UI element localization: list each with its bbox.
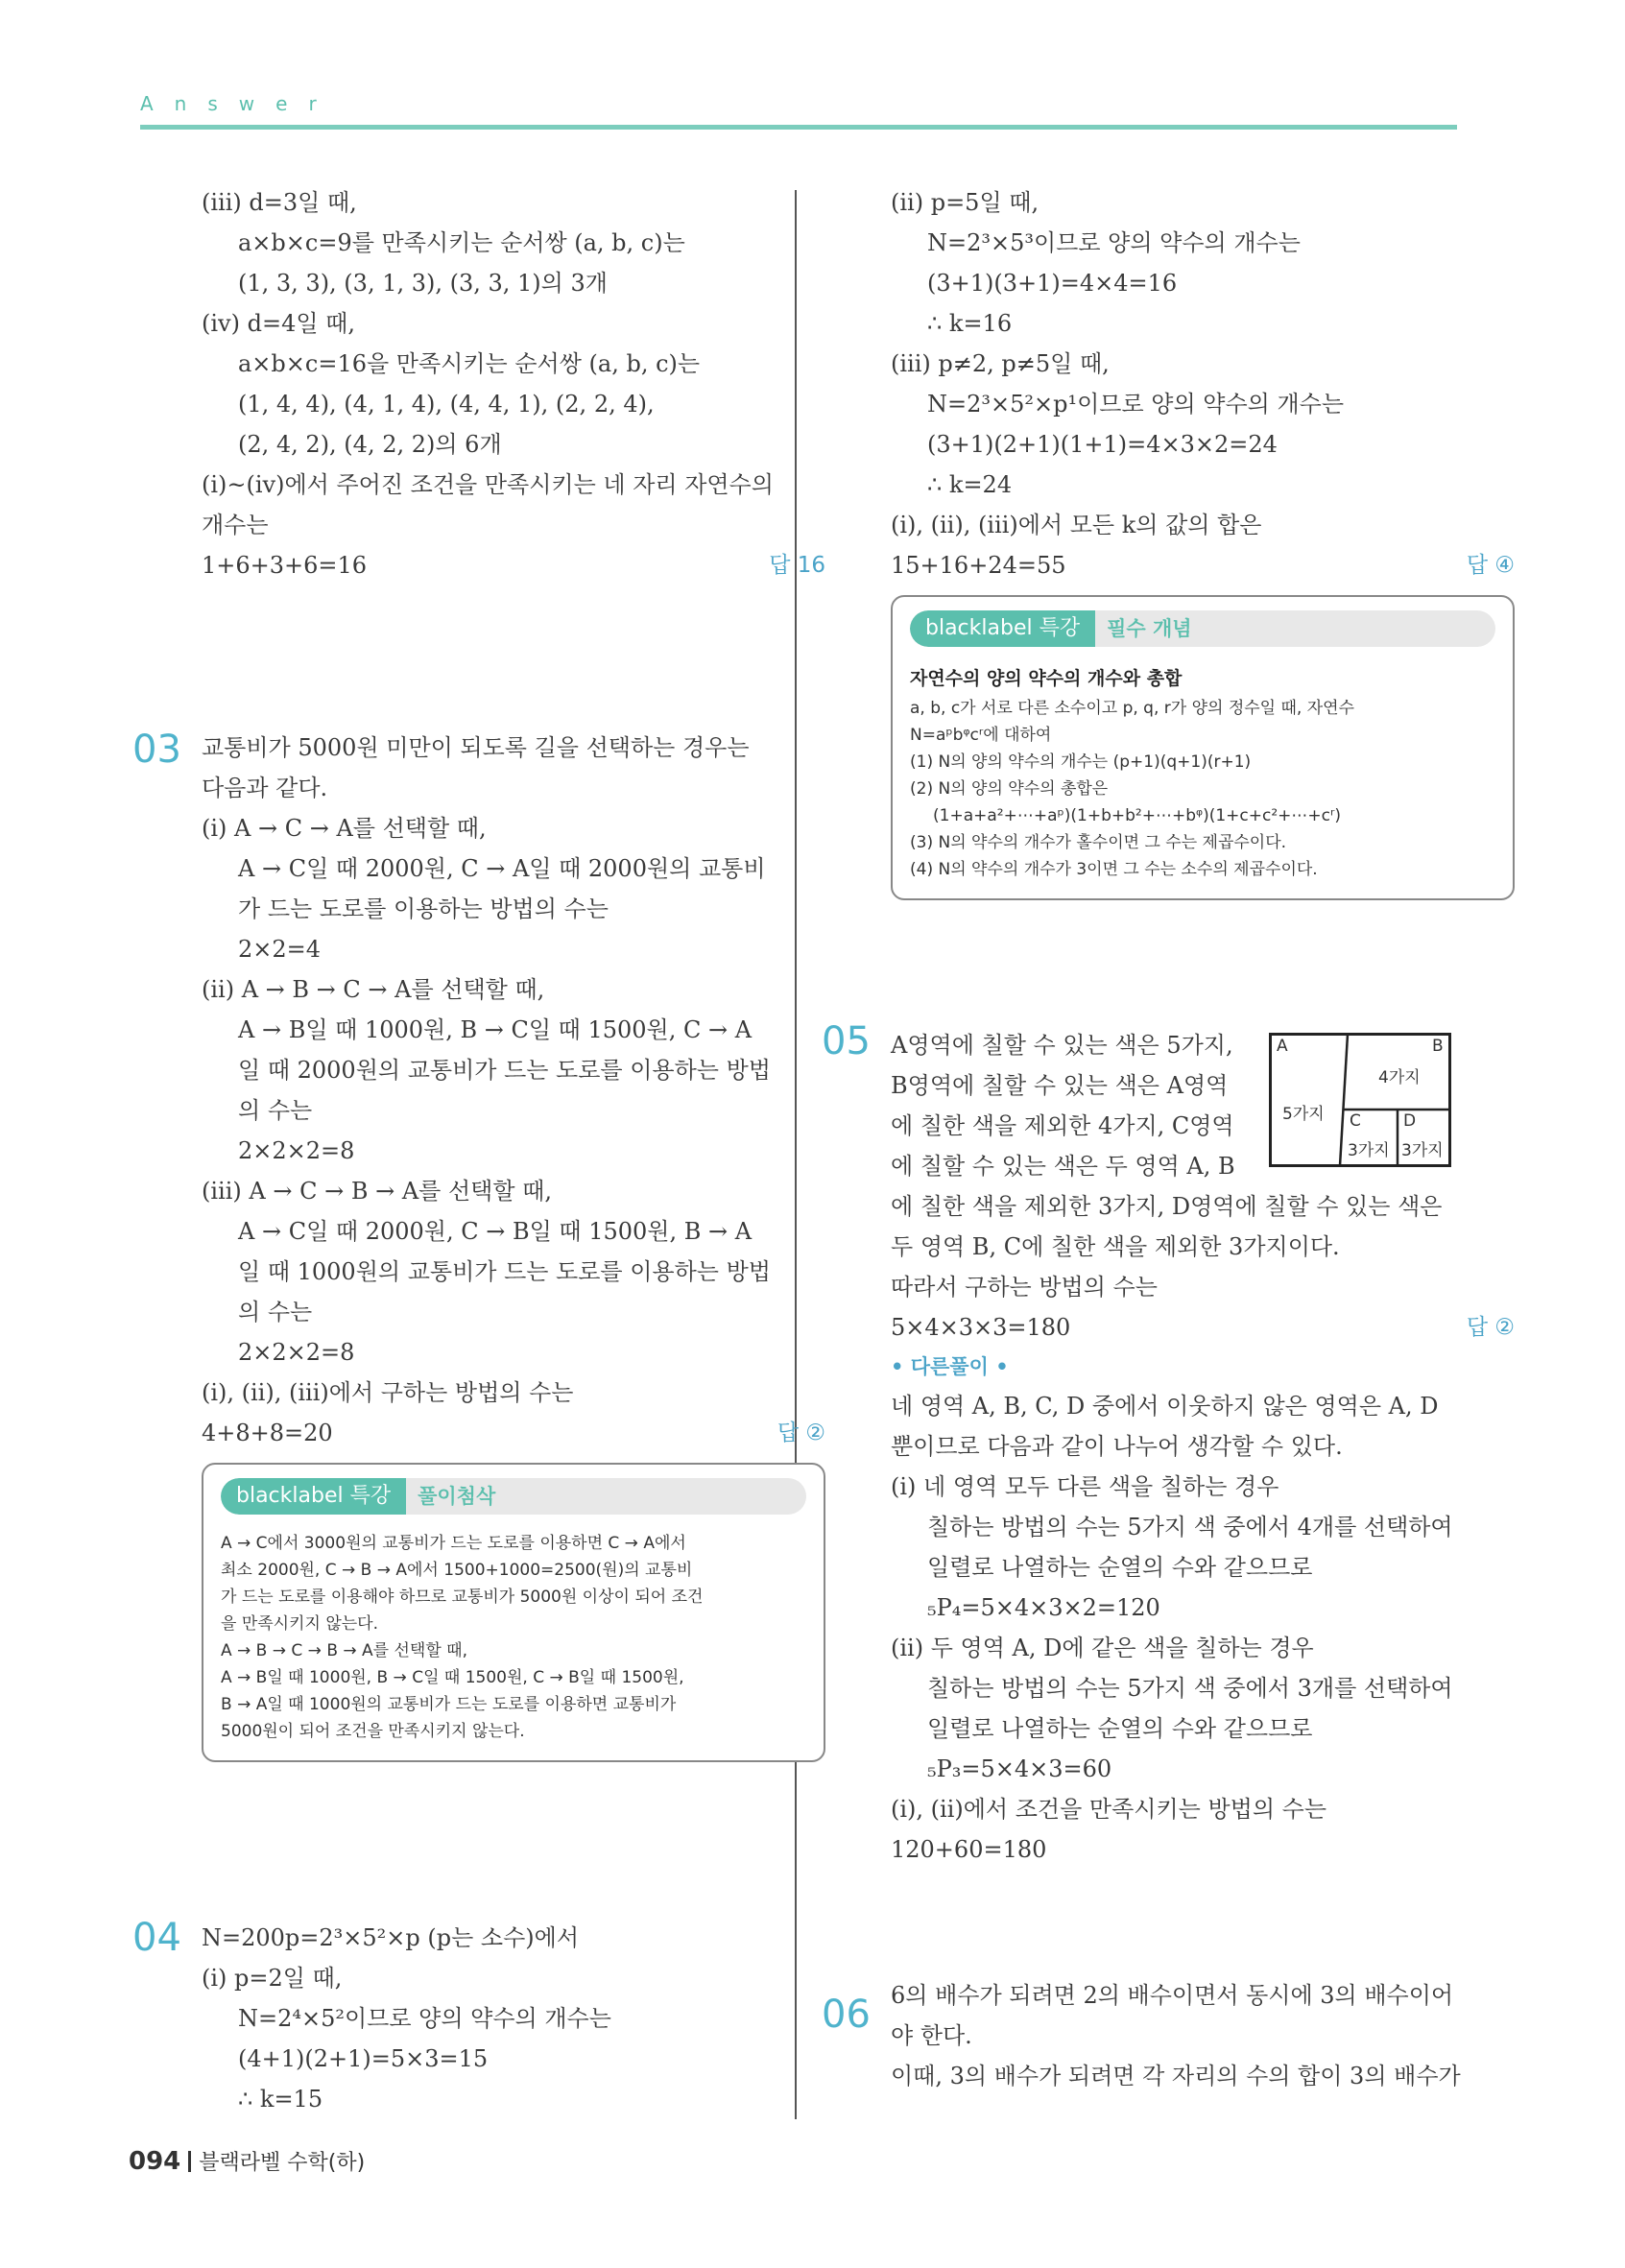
text-line: (3+1)(3+1)=4×4=16 xyxy=(927,270,1178,297)
region-label-c: C xyxy=(1350,1111,1361,1131)
left-column xyxy=(202,182,825,2119)
region-a-count: 5가지 xyxy=(1282,1105,1325,1124)
text-line: 2×2×2=8 xyxy=(238,1339,355,1366)
text-line: 이때, 3의 배수가 되려면 각 자리의 수의 합이 3의 배수가 xyxy=(891,2063,1461,2089)
text-line: 의 수는 xyxy=(238,1299,313,1325)
text-line: (ⅰ) p=2일 때, xyxy=(202,1965,343,1992)
box-tab-subtitle: 풀이첨삭 xyxy=(418,1485,496,1508)
box-line: A → B일 때 1000원, B → C일 때 1500원, C → B일 때 1500원, xyxy=(221,1668,684,1687)
text-line: 따라서 구하는 방법의 수는 xyxy=(891,1274,1158,1301)
box-line: A → B → C → B → A를 선택할 때, xyxy=(221,1641,467,1660)
text-line: 2×2=4 xyxy=(238,936,322,963)
text-line: 에 칠할 수 있는 색은 두 영역 A, B xyxy=(891,1153,1235,1180)
text-line: 6의 배수가 되려면 2의 배수이면서 동시에 3의 배수이어 xyxy=(891,1982,1454,2009)
text-line: A영역에 칠할 수 있는 색은 5가지, xyxy=(891,1032,1233,1059)
text-line: 네 영역 A, B, C, D 중에서 이웃하지 않은 영역은 A, D xyxy=(891,1393,1439,1420)
text-line: N=200p=2³×5²×p (p는 소수)에서 xyxy=(202,1924,580,1951)
text-line: (ⅲ) d=3일 때, xyxy=(202,189,357,216)
text-line: ∴ k=16 xyxy=(927,310,1013,337)
text-line: 칠하는 방법의 수는 5가지 색 중에서 3개를 선택하여 xyxy=(927,1675,1453,1702)
box-tab xyxy=(910,610,1495,647)
result-expression: 5×4×3×3=180 xyxy=(891,1314,1071,1341)
text-line: A → C일 때 2000원, C → B일 때 1500원, B → A xyxy=(238,1218,753,1245)
box-line: 가 드는 도로를 이용해야 하므로 교통비가 5000원 이상이 되어 조건 xyxy=(221,1588,704,1607)
text-line: ₅P₄=5×4×3×2=120 xyxy=(927,1594,1160,1621)
text-line: 뿐이므로 다음과 같이 나누어 생각할 수 있다. xyxy=(891,1433,1343,1460)
text-line: N=2³×5²×p¹이므로 양의 약수의 개수는 xyxy=(927,391,1345,418)
alternative-solution-label: • 다른풀이 • xyxy=(891,1355,1009,1378)
box-line: N=aᵖbᵠcʳ에 대하여 xyxy=(910,726,1052,745)
text-line: 교통비가 5000원 미만이 되도록 길을 선택하는 경우는 xyxy=(202,734,750,761)
text-line: 120+60=180 xyxy=(891,1836,1047,1863)
footer-divider xyxy=(188,2151,191,2172)
text-line: 일 때 2000원의 교통비가 드는 도로를 이용하는 방법 xyxy=(238,1057,771,1084)
text-line: (ⅰ) 네 영역 모두 다른 색을 칠하는 경우 xyxy=(891,1473,1279,1500)
text-line: (ⅰ), (ⅱ)에서 조건을 만족시키는 방법의 수는 xyxy=(891,1796,1327,1823)
box-line: (2) N의 양의 약수의 총합은 xyxy=(910,779,1109,799)
box-line: 을 만족시키지 않는다. xyxy=(221,1614,379,1634)
box-line: (4) N의 약수의 개수가 3이면 그 수는 소수의 제곱수이다. xyxy=(910,860,1318,879)
text-line: B영역에 칠할 수 있는 색은 A영역 xyxy=(891,1072,1229,1099)
text-line: a×b×c=16을 만족시키는 순서쌍 (a, b, c)는 xyxy=(238,350,701,377)
text-line: N=2³×5³이므로 양의 약수의 개수는 xyxy=(927,229,1301,256)
region-d-count: 3가지 xyxy=(1401,1141,1444,1160)
text-line: 일 때 1000원의 교통비가 드는 도로를 이용하는 방법 xyxy=(238,1258,771,1285)
text-line: N=2⁴×5²이므로 양의 약수의 개수는 xyxy=(238,2005,611,2032)
text-line: (ⅰ)~(ⅳ)에서 주어진 조건을 만족시키는 네 자리 자연수의 xyxy=(202,471,774,498)
text-line: (ⅳ) d=4일 때, xyxy=(202,310,355,337)
box-line: (3) N의 약수의 개수가 홀수이면 그 수는 제곱수이다. xyxy=(910,833,1287,852)
text-line: (1, 3, 3), (3, 1, 3), (3, 3, 1)의 3개 xyxy=(238,270,608,297)
text-line: A → B일 때 1000원, B → C일 때 1500원, C → A xyxy=(238,1016,753,1043)
text-line: (2, 4, 2), (4, 2, 2)의 6개 xyxy=(238,431,502,458)
text-line: 의 수는 xyxy=(238,1097,313,1124)
text-line: 에 칠한 색을 제외한 4가지, C영역 xyxy=(891,1112,1234,1139)
box-tab-title: blacklabel 특강 xyxy=(221,1478,406,1515)
book-title: 블랙라벨 수학(하) xyxy=(199,2151,366,2175)
header-label: Answer xyxy=(140,92,338,115)
text-line: ₅P₃=5×4×3=60 xyxy=(927,1755,1112,1782)
result-line xyxy=(202,545,825,585)
box-line: A → C에서 3000원의 교통비가 드는 도로를 이용하면 C → A에서 xyxy=(221,1534,686,1553)
box-title: 자연수의 양의 약수의 개수와 총합 xyxy=(910,668,1183,689)
result-expression: 1+6+3+6=16 xyxy=(202,552,368,579)
box-tab-title: blacklabel 특강 xyxy=(910,610,1095,647)
header-rule xyxy=(140,125,1457,130)
result-line xyxy=(891,545,1515,585)
text-line: 2×2×2=8 xyxy=(238,1137,355,1164)
text-line: (4+1)(2+1)=5×3=15 xyxy=(238,2045,489,2072)
result-expression: 15+16+24=55 xyxy=(891,552,1066,579)
text-line: (ⅱ) 두 영역 A, D에 같은 색을 칠하는 경우 xyxy=(891,1635,1314,1661)
text-line: 개수는 xyxy=(202,512,269,538)
text-line: (ⅲ) A → C → B → A를 선택할 때, xyxy=(202,1178,552,1205)
text-line: (1, 4, 4), (4, 1, 4), (4, 4, 1), (2, 2, 4), xyxy=(238,391,655,418)
text-line: (ⅰ) A → C → A를 선택할 때, xyxy=(202,815,487,842)
text-line: (ⅰ), (ⅱ), (ⅲ)에서 구하는 방법의 수는 xyxy=(202,1379,574,1406)
blacklabel-box xyxy=(891,595,1515,900)
box-line: 5000원이 되어 조건을 만족시키지 않는다. xyxy=(221,1722,525,1741)
region-label-a: A xyxy=(1277,1037,1288,1056)
region-label-b: B xyxy=(1432,1037,1444,1056)
box-line: a, b, c가 서로 다른 소수이고 p, q, r가 양의 정수일 때, 자연수 xyxy=(910,699,1355,718)
region-b-count: 4가지 xyxy=(1378,1068,1421,1087)
problem-number-03: 03 xyxy=(132,728,181,772)
text-line: (ⅱ) p=5일 때, xyxy=(891,189,1040,216)
problem-number-04: 04 xyxy=(132,1916,181,1960)
region-label-d: D xyxy=(1403,1111,1417,1131)
answer-label: 답 ② xyxy=(777,1420,825,1445)
text-line: A → C일 때 2000원, C → A일 때 2000원의 교통비 xyxy=(238,855,766,882)
text-line: 가 드는 도로를 이용하는 방법의 수는 xyxy=(238,895,609,922)
answer-label: 답 ② xyxy=(1466,1315,1515,1340)
box-line: B → A일 때 1000원의 교통비가 드는 도로를 이용하면 교통비가 xyxy=(221,1695,677,1714)
result-line xyxy=(202,1413,825,1453)
text-line: (ⅲ) p≠2, p≠5일 때, xyxy=(891,350,1110,377)
box-line: 최소 2000원, C → B → A에서 1500+1000=2500(원)의 교통비 xyxy=(221,1561,693,1580)
box-line: (1) N의 양의 약수의 개수는 (p+1)(q+1)(r+1) xyxy=(910,752,1252,772)
text-line: 칠하는 방법의 수는 5가지 색 중에서 4개를 선택하여 xyxy=(927,1514,1453,1540)
text-line: (ⅱ) A → B → C → A를 선택할 때, xyxy=(202,976,545,1003)
text-line: ∴ k=24 xyxy=(927,471,1013,498)
box-line: (1+a+a²+⋯+aᵖ)(1+b+b²+⋯+bᵠ)(1+c+c²+⋯+cʳ) xyxy=(933,806,1342,825)
page-footer xyxy=(129,2146,365,2176)
problem-number-05: 05 xyxy=(822,1019,871,1063)
answer-label: 답 ④ xyxy=(1466,553,1515,578)
box-tab-subtitle: 필수 개념 xyxy=(1107,617,1192,640)
text-line: 두 영역 B, C에 칠한 색을 제외한 3가지이다. xyxy=(891,1233,1340,1260)
text-line: ∴ k=15 xyxy=(238,2086,323,2113)
result-expression: 4+8+8=20 xyxy=(202,1420,333,1446)
result-line xyxy=(891,1307,1515,1348)
text-line: 에 칠한 색을 제외한 3가지, D영역에 칠할 수 있는 색은 xyxy=(891,1193,1443,1220)
box-tab xyxy=(221,1478,806,1515)
problem-number-06: 06 xyxy=(822,1993,871,2037)
text-line: a×b×c=9를 만족시키는 순서쌍 (a, b, c)는 xyxy=(238,229,685,256)
text-line: (3+1)(2+1)(1+1)=4×3×2=24 xyxy=(927,431,1278,458)
region-c-count: 3가지 xyxy=(1348,1141,1390,1160)
blacklabel-box xyxy=(202,1463,825,1762)
text-line: 야 한다. xyxy=(891,2022,972,2049)
text-line: 다음과 같다. xyxy=(202,775,328,801)
text-line: 일렬로 나열하는 순열의 수와 같으므로 xyxy=(927,1715,1313,1742)
answer-label: 답 16 xyxy=(769,553,825,578)
page-number: 094 xyxy=(129,2147,181,2176)
text-line: (ⅰ), (ⅱ), (ⅲ)에서 모든 k의 값의 합은 xyxy=(891,512,1262,538)
region-diagram xyxy=(1269,1033,1451,1167)
text-line: 일렬로 나열하는 순열의 수와 같으므로 xyxy=(927,1554,1313,1581)
